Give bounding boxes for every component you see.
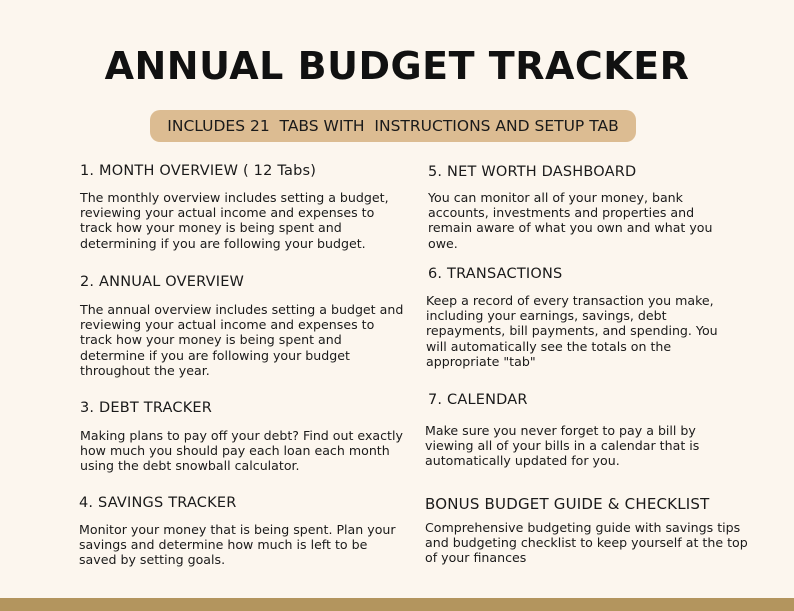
section-heading: 4. SAVINGS TRACKER [79, 495, 237, 511]
section-bonus-guide [425, 495, 755, 566]
section-heading: 6. TRANSACTIONS [428, 266, 563, 282]
section-description: Keep a record of every transaction you make, including your earnings, savings, debt repayments, bill payments, and spending. You will automatically see the totals on the appropriate "tab" [426, 293, 718, 369]
section-debt-tracker [80, 399, 410, 474]
footer-bar [0, 598, 794, 611]
section-transactions [426, 265, 736, 369]
section-description: The monthly overview includes setting a budget, reviewing your actual income and expenses to track how your money is being spent and determining if you are following your budget. [80, 190, 389, 251]
section-description: Make sure you never forget to pay a bill by viewing all of your bills in a calendar that is automatically updated for you. [425, 423, 700, 469]
tabs-count-badge: INCLUDES 21 TABS WITH INSTRUCTIONS AND SETUP TAB [150, 110, 636, 142]
section-calendar [425, 391, 735, 469]
section-heading: 7. CALENDAR [428, 392, 528, 408]
section-net-worth-dashboard [428, 163, 738, 251]
section-heading: 2. ANNUAL OVERVIEW [80, 274, 245, 290]
section-description: Monitor your money that is being spent. Plan your savings and determine how much is left to be saved by setting goals. [79, 522, 396, 568]
section-heading: BONUS BUDGET GUIDE & CHECKLIST [425, 495, 710, 513]
section-heading: 5. NET WORTH DASHBOARD [428, 164, 637, 180]
section-description: Making plans to pay off your debt? Find out exactly how much you should pay each loan each month using the debt snowball calculator. [80, 428, 403, 474]
section-description: You can monitor all of your money, bank accounts, investments and properties and remain aware of what you own and what you owe. [428, 190, 713, 251]
section-heading: 1. MONTH OVERVIEW ( 12 Tabs) [80, 163, 317, 179]
section-description: The annual overview includes setting a budget and reviewing your actual income and expenses to track how your money is being spent and determine if you are following your budget throughout the year. [80, 302, 404, 378]
page-title: ANNUAL BUDGET TRACKER [104, 44, 690, 88]
section-savings-tracker [79, 494, 399, 568]
section-description: Comprehensive budgeting guide with savings tips and budgeting checklist to keep yourself at the top of your finances [425, 520, 748, 566]
section-annual-overview [80, 273, 410, 378]
section-month-overview [80, 162, 410, 251]
section-heading: 3. DEBT TRACKER [80, 400, 213, 416]
